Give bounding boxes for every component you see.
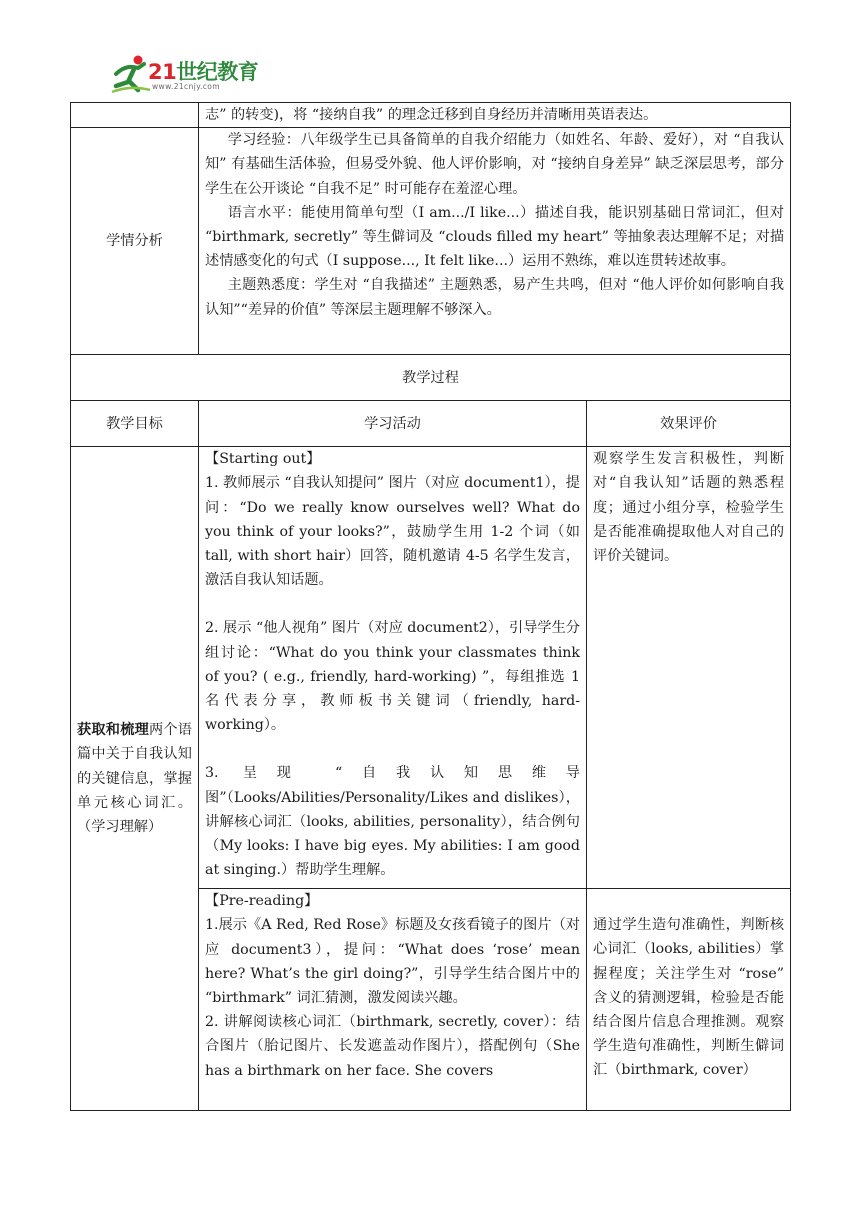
pre-reading-item-2: 2. 讲解阅读核心词汇（birthmark, secretly, cover）：结合图片（胎记图片、长发遮盖动作图片），搭配例句（She has a birthmark on her face. She covers: [205, 1014, 580, 1079]
pre-reading-title: 【Pre-reading】: [205, 893, 319, 910]
header-evaluation: 效果评价: [587, 401, 791, 447]
table-row: [71, 355, 791, 401]
continued-text: 志” 的转变)，将 “接纳自我” 的理念迁移到自身经历并清晰用英语表达。: [199, 103, 791, 128]
objective-cell: [71, 447, 199, 1111]
site-logo: [108, 52, 278, 98]
empty-cell: [71, 103, 199, 128]
starting-out-item-3: 3. 呈现 “自我认知思维导图”（Looks/Abilities/Personality/Likes and dislikes），讲解核心词汇（looks, abilities, personality），结合例句（My looks: I have big eyes. My abilities: I am good at singing.）帮助学生理解。: [205, 765, 580, 879]
learner-analysis-topic: 主题熟悉度：学生对 “自我描述” 主题熟悉，易产生共鸣，但对 “他人评价如何影响自我认知”“差异的价值” 等深层主题理解不够深入。: [205, 277, 785, 318]
learner-analysis-content: [199, 128, 791, 355]
starting-out-evaluation: 观察学生发言积极性，判断对“自我认知”话题的熟悉程度；通过小组分享，检验学生是否能准确提取他人对自己的评价关键词。: [587, 447, 791, 889]
learner-analysis-label: 学情分析: [71, 128, 199, 355]
process-title: 教学过程: [71, 355, 791, 401]
table-row: [71, 447, 791, 889]
learner-analysis-experience: 学习经验：八年级学生已具备简单的自我介绍能力（如姓名、年龄、爱好），对 “自我认知” 有基础生活体验，但易受外貌、他人评价影响，对 “接纳自身差异” 缺乏深层思考，部分学生在公开谈论 “自我不足” 时可能存在羞涩心理。: [205, 132, 785, 197]
header-objective: 教学目标: [71, 401, 199, 447]
objective-text: 两个语篇中关于自我认知的关键信息，掌握单元核心词汇。（学习理解）: [77, 722, 192, 835]
starting-out-title: 【Starting out】: [205, 451, 321, 468]
starting-out-item-2: 2. 展示 “他人视角” 图片（对应 document2），引导学生分组讨论：“What do you think your classmates think of you? ( e.g., friendly, hard-working) ”，每组推选 1 名代表分享，教师板书关键词（friendly, hard-working）。: [205, 620, 580, 734]
objective-keyword: 获取和梳理: [77, 722, 149, 739]
logo-wordmark: 21世纪教育: [148, 60, 259, 84]
learner-analysis-language: 语言水平：能使用简单句型（I am.../I like...）描述自我，能识别基础日常词汇，但对 “birthmark, secretly” 等生僻词及 “clouds filled my heart” 等抽象表达理解不足；对描述情感变化的句式（I suppose..., It felt like...）运用不熟练，难以连贯转述故事。: [205, 204, 785, 270]
pre-reading-item-1: 1.展示《A Red, Red Rose》标题及女孩看镜子的图片（对应 document3），提问：“What does ‘rose’ mean here? What’s the girl doing?”，引导学生结合图片中的 “birthmark” 词汇猜测，激发阅读兴趣。: [205, 917, 580, 1007]
lesson-plan-table: [70, 102, 791, 1111]
pre-reading-evaluation: 通过学生造句准确性，判断核心词汇（looks, abilities）掌握程度；关注学生对 “rose” 含义的猜测逻辑，检验是否能结合图片信息合理推测。观察学生造句准确性，判断生僻词汇（birthmark, cover）: [587, 889, 791, 1111]
table-row: [71, 103, 791, 128]
pre-reading-activity: [199, 889, 587, 1111]
table-row: [71, 128, 791, 355]
logo-url: www.21cnjy.com: [152, 82, 220, 91]
starting-out-item-1: 1. 教师展示 “自我认知提问” 图片（对应 document1），提问：“Do we really know ourselves well? What do you think of your looks?”，鼓励学生用 1-2 个词（如 tall, with short hair）回答，随机邀请 4-5 名学生发言，激活自我认知话题。: [205, 475, 580, 589]
starting-out-activity: [199, 447, 587, 889]
table-row: [71, 401, 791, 447]
header-activity: 学习活动: [199, 401, 587, 447]
running-figure-logo-icon: [108, 52, 152, 96]
